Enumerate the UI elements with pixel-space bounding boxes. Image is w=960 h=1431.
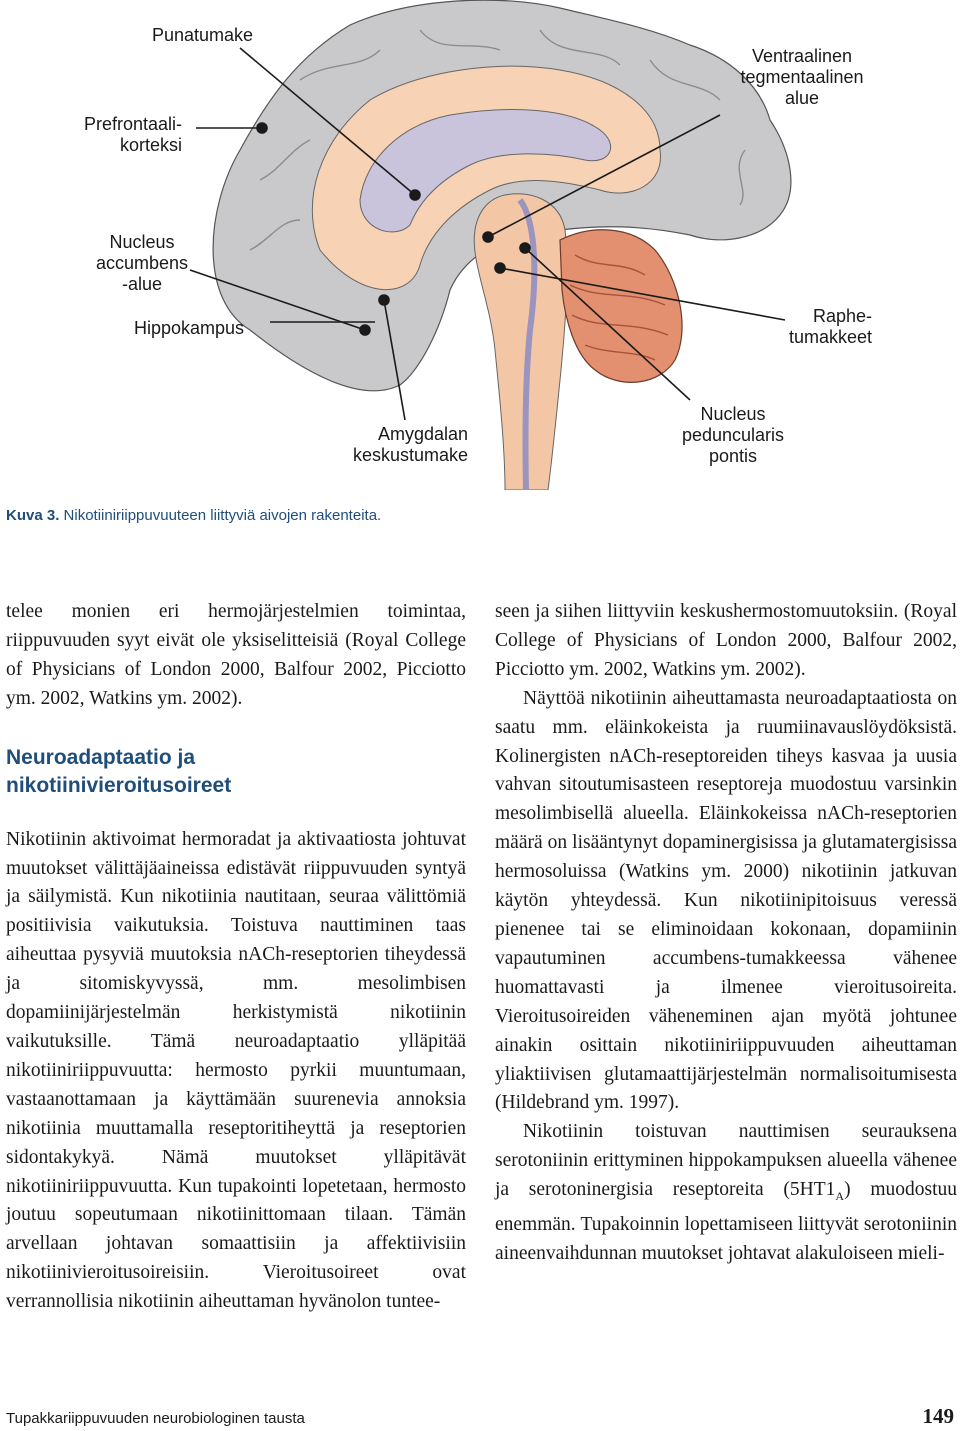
label-hippocampus: Hippokampus <box>134 318 245 338</box>
label-prefrontal: Prefrontaali- korteksi <box>84 114 183 155</box>
label-nucleus-accumbens: Nucleus accumbens -alue <box>95 232 189 294</box>
right-paragraph-2: Näyttöä nikotiinin aiheuttamasta neuroadaptaatiosta on saatu mm. eläinkokeista ja ruumiinavauslöydöksistä. Kolinergisten nACh-reseptoreiden tiheys kasvaa ja uusia vahvan sitoutumisasteen reseptoreja muodostuu varsinkin mesolimbisellä alueella. Eläinkokeissa nACh-reseptorien määrä on lisääntynyt dopaminergisissa ja glutamatergisissa hermosoluissa (Watkins ym. 2000) nikotiinin jatkuvan käytön yhteydessä. Kun nikotiinipitoisuus veressä pienenee tai se eliminoidaan kokonaan, dopamiinin vapautuminen accumbens-tumakkeessa vähenee huomattavasti ja ilmenee vieroitusoireita. Vieroitusoireiden väheneminen ajan myötä johtunee ainakin osittain nikotiiniriippuvuuden aiheuttaman yliaktiivisen glutamaattijärjestelmän normalisoitumisesta (Hildebrand ym. 1997). <box>495 687 957 1114</box>
label-raphe: Raphe- tumakkeet <box>788 306 872 347</box>
right-paragraph-3: Nikotiinin toistuvan nauttimisen seurauksena serotoniinin erittyminen hippokampuksen alueella vähenee ja serotoninergisia reseptoreita $(5HT1_A)$ muodostuu enemmän. Tupakoinnin lopettamiseen liittyvät serotoniinin aineenvaihdunnan muutokset johtavat alakuloiseen mieli- <box>495 1121 957 1264</box>
cerebellum <box>560 230 682 383</box>
page-number: 149 <box>922 1404 954 1428</box>
brain-figure <box>0 0 960 490</box>
section-heading: Neuroadaptaatio ja nikotiinivieroitusoireet <box>6 745 232 797</box>
right-column <box>495 598 957 1269</box>
left-paragraph-1: telee monien eri hermojärjestelmien toimintaa, riippuvuuden syyt eivät ole yksiselitteisiä (Royal College of Physicians of London 2000, Balfour 2002, Picciotto ym. 2002, Watkins ym. 2002). <box>6 601 466 709</box>
label-punatumake: Punatumake <box>152 25 254 45</box>
running-footer: Tupakkariippuvuuden neurobiologinen tausta <box>6 1410 305 1427</box>
label-npp: Nucleus peduncularis pontis <box>681 404 785 466</box>
caption-label: Kuva 3. <box>6 507 60 524</box>
figure-caption <box>6 507 381 524</box>
label-vta: Ventraalinen tegmentaalinen alue <box>740 46 864 108</box>
left-column <box>6 598 466 1317</box>
caption-text: Nikotiiniriippuvuuteen liittyviä aivojen rakenteita. <box>63 507 382 524</box>
left-paragraph-2: Nikotiinin aktivoimat hermoradat ja aktivaatiosta johtuvat muutokset välittäjäaineissa edistävät riippuvuuden syntyä ja säilymistä. Kun nikotiinia nautitaan, seuraa välittömiä positiivisia vaikutuksia. Toistuva nauttiminen taas aiheuttaa pysyviä muutoksia nACh-reseptorien tiheydessä ja sitomiskyvyssä, mm. mesolimbisen dopamiinijärjestelmän herkistymistä nikotiinin vaikutuksille. Tämä neuroadaptaatio ylläpitää nikotiiniriippuvuutta: hermosto pyrkii muuntumaan, vastaanottamaan ja käyttämään suurenevia annoksia nikotiinia muuttamalla reseptoritiheyttä ja reseptorien sidontakykyä. Nämä muutokset ylläpitävät nikotiiniriippuvuutta. Kun tupakointi lopetetaan, hermosto joutuu sopeutumaan nikotiinittomaan tilaan. Tämän arvellaan johtavan somaattisiin ja affektiivisiin nikotiinivieroitusoireisiin. Vieroitusoireet ovat verrannollisia nikotiinin aiheuttaman hyvänolon tuntee- <box>6 828 467 1313</box>
label-amygdala: Amygdalan keskustumake <box>352 424 468 465</box>
right-paragraph-1: seen ja siihen liittyviin keskushermostomuutoksiin. (Royal College of Physicians of London 2000, Balfour 2002, Picciotto ym. 2002, Watkins ym. 2002). <box>495 601 957 680</box>
